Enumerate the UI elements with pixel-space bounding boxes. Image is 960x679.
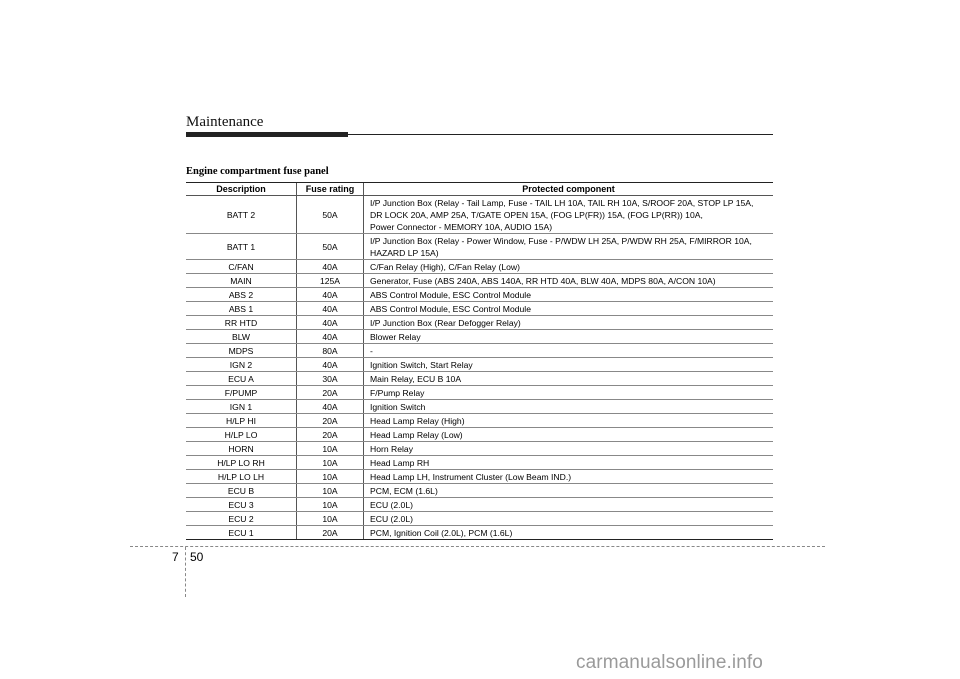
cell-fuse-rating: 40A [297,260,364,274]
cell-description: H/LP HI [186,414,297,428]
cell-protected-component [364,302,774,316]
cell-protected-component [364,526,774,540]
cell-protected-component [364,330,774,344]
table-row [186,330,773,344]
component-line: PCM, Ignition Coil (2.0L), PCM (1.6L) [370,527,513,538]
cell-protected-component [364,498,774,512]
table-row [186,414,773,428]
table-row [186,260,773,274]
cell-fuse-rating: 10A [297,456,364,470]
component-line: ABS Control Module, ESC Control Module [370,289,531,300]
cell-fuse-rating: 20A [297,526,364,540]
cell-protected-component [364,288,774,302]
table-row [186,470,773,484]
cell-description: HORN [186,442,297,456]
cell-fuse-rating: 20A [297,414,364,428]
cell-fuse-rating: 10A [297,470,364,484]
cell-fuse-rating: 125A [297,274,364,288]
cell-protected-component [364,456,774,470]
component-line: Head Lamp Relay (High) [370,415,465,426]
table-row [186,288,773,302]
table-row [186,302,773,316]
component-line: Head Lamp Relay (Low) [370,429,463,440]
cell-protected-component [364,196,774,234]
cell-fuse-rating: 50A [297,234,364,260]
cell-fuse-rating: 50A [297,196,364,234]
cell-fuse-rating: 40A [297,288,364,302]
cell-fuse-rating: 40A [297,302,364,316]
table-row [186,344,773,358]
cell-description: ECU 2 [186,512,297,526]
cell-description: ECU A [186,372,297,386]
cell-protected-component [364,414,774,428]
table-row [186,372,773,386]
cell-protected-component [364,274,774,288]
cell-description: ECU 3 [186,498,297,512]
cell-protected-component [364,358,774,372]
page-number: 50 [190,550,204,564]
cell-description: BATT 1 [186,234,297,260]
cell-description: ABS 1 [186,302,297,316]
component-line: I/P Junction Box (Relay - Tail Lamp, Fuse - TAIL LH 10A, TAIL RH 10A, S/ROOF 20A, STOP LP 15A, [370,197,754,208]
cell-fuse-rating: 80A [297,344,364,358]
cell-description: RR HTD [186,316,297,330]
column-header-fuse-rating: Fuse rating [297,183,364,196]
section-title: Engine compartment fuse panel [186,166,329,177]
cell-fuse-rating: 10A [297,442,364,456]
table-row [186,316,773,330]
cell-description: H/LP LO RH [186,456,297,470]
table-row [186,196,773,234]
cell-protected-component [364,386,774,400]
component-line: ECU (2.0L) [370,499,413,510]
cell-fuse-rating: 10A [297,498,364,512]
cell-description: ECU 1 [186,526,297,540]
cell-fuse-rating: 20A [297,428,364,442]
cell-fuse-rating: 40A [297,358,364,372]
component-line: PCM, ECM (1.6L) [370,485,438,496]
table-row [186,498,773,512]
cell-fuse-rating: 40A [297,316,364,330]
table-row [186,234,773,260]
table-row [186,484,773,498]
watermark: carmanualsonline.info [576,652,763,673]
cell-protected-component [364,470,774,484]
cell-description: ECU B [186,484,297,498]
chapter-number: 7 [172,550,179,564]
component-line: - [370,345,373,356]
header-rule-thin [348,134,773,135]
cell-description: IGN 2 [186,358,297,372]
table-body [186,196,773,540]
cell-protected-component [364,512,774,526]
fuse-table [186,182,773,540]
table-row [186,456,773,470]
component-line: Main Relay, ECU B 10A [370,373,462,384]
component-line: Blower Relay [370,331,421,342]
table-row [186,400,773,414]
component-line: ECU (2.0L) [370,513,413,524]
component-line: Ignition Switch, Start Relay [370,359,473,370]
cell-description: IGN 1 [186,400,297,414]
table-row [186,526,773,540]
cell-fuse-rating: 10A [297,512,364,526]
component-line: I/P Junction Box (Rear Defogger Relay) [370,317,521,328]
cell-protected-component [364,372,774,386]
cell-protected-component [364,344,774,358]
cell-fuse-rating: 20A [297,386,364,400]
component-line: DR LOCK 20A, AMP 25A, T/GATE OPEN 15A, (FOG LP(FR)) 15A, (FOG LP(RR)) 10A, [370,209,703,220]
cell-protected-component [364,484,774,498]
cell-description: BATT 2 [186,196,297,234]
table-row [186,442,773,456]
component-line: Head Lamp RH [370,457,430,468]
component-line: Head Lamp LH, Instrument Cluster (Low Beam IND.) [370,471,572,482]
table-row [186,274,773,288]
page-header-title: Maintenance [186,114,264,130]
column-header-protected-component: Protected component [364,183,774,196]
column-header-description: Description [186,183,297,196]
component-line: HAZARD LP 15A) [370,247,439,258]
component-line: Generator, Fuse (ABS 240A, ABS 140A, RR HTD 40A, BLW 40A, MDPS 80A, A/CON 10A) [370,275,716,286]
cell-protected-component [364,442,774,456]
table-row [186,428,773,442]
cell-description: MDPS [186,344,297,358]
cell-description: H/LP LO LH [186,470,297,484]
cell-protected-component [364,260,774,274]
cell-protected-component [364,234,774,260]
cell-protected-component [364,316,774,330]
footer-vertical-dashed-rule [185,547,186,597]
cell-protected-component [364,428,774,442]
table-row [186,358,773,372]
component-line: F/Pump Relay [370,387,425,398]
component-line: Ignition Switch [370,401,426,412]
cell-description: F/PUMP [186,386,297,400]
cell-fuse-rating: 30A [297,372,364,386]
table-row [186,512,773,526]
cell-protected-component [364,400,774,414]
cell-fuse-rating: 40A [297,400,364,414]
component-line: Horn Relay [370,443,413,454]
cell-description: C/FAN [186,260,297,274]
component-line: ABS Control Module, ESC Control Module [370,303,531,314]
header-rule-thick [186,132,348,137]
cell-fuse-rating: 10A [297,484,364,498]
component-line: Power Connector - MEMORY 10A, AUDIO 15A) [370,221,553,232]
cell-description: BLW [186,330,297,344]
footer-dashed-rule [130,546,825,547]
component-line: I/P Junction Box (Relay - Power Window, Fuse - P/WDW LH 25A, P/WDW RH 25A, F/MIRROR 10A, [370,235,752,246]
cell-fuse-rating: 40A [297,330,364,344]
cell-description: ABS 2 [186,288,297,302]
table-header-row [186,183,773,196]
table-row [186,386,773,400]
cell-description: H/LP LO [186,428,297,442]
cell-description: MAIN [186,274,297,288]
component-line: C/Fan Relay (High), C/Fan Relay (Low) [370,261,520,272]
